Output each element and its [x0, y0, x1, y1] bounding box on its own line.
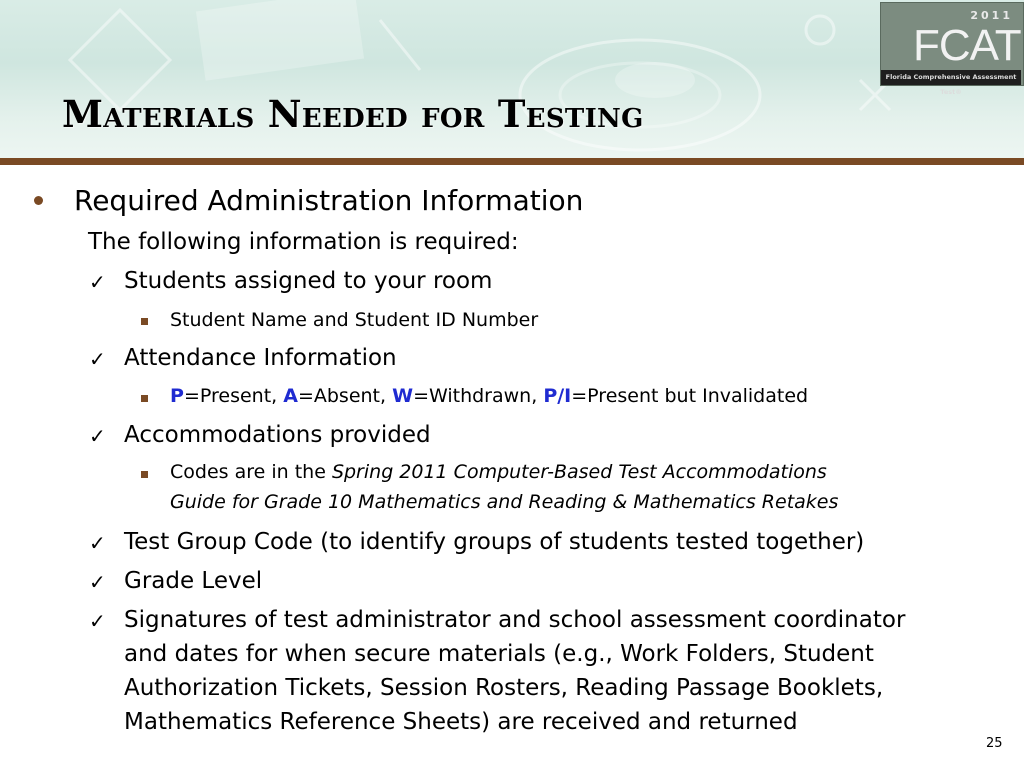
item-signatures-line4: Mathematics Reference Sheets) are received and returned — [124, 709, 798, 735]
logo-tagline: Florida Comprehensive Assessment Test® — [881, 70, 1021, 85]
codes-prefix: Codes are in the — [170, 461, 332, 483]
subitem-student-name-id: Student Name and Student ID Number — [170, 309, 539, 331]
code-withdrawn: W — [392, 385, 414, 407]
logo-brand: FCAT — [913, 21, 1021, 70]
logo-year: 2011 — [970, 9, 1013, 22]
header-divider — [0, 158, 1024, 165]
item-attendance: Attendance Information — [124, 345, 397, 371]
code-present-meaning: =Present, — [183, 385, 284, 407]
content-intro: The following information is required: — [88, 229, 519, 255]
page-number: 25 — [986, 736, 1003, 751]
code-present: P — [170, 385, 184, 407]
code-withdrawn-meaning: =Withdrawn, — [413, 385, 544, 407]
item-signatures-line1: Signatures of test administrator and school assessment coordinator — [124, 607, 906, 633]
item-signatures-line2: and dates for when secure materials (e.g., Work Folders, Student — [124, 641, 874, 667]
slide-header — [0, 0, 1024, 158]
code-present-invalidated: P/I — [543, 385, 572, 407]
item-grade-level: Grade Level — [124, 568, 263, 594]
item-students-assigned: Students assigned to your room — [124, 268, 493, 294]
checkmark-icon: ✓ — [89, 424, 106, 448]
code-present-invalidated-meaning: =Present but Invalidated — [571, 385, 809, 407]
guide-title-line1: Spring 2011 Computer-Based Test Accommodations — [331, 461, 827, 483]
square-bullet-icon — [141, 318, 148, 325]
code-absent-meaning: =Absent, — [297, 385, 393, 407]
checkmark-icon: ✓ — [89, 531, 106, 555]
item-accommodations: Accommodations provided — [124, 422, 431, 448]
item-signatures-line3: Authorization Tickets, Session Rosters, Reading Passage Booklets, — [124, 675, 884, 701]
slide-title: Materials Needed for Testing — [62, 92, 644, 136]
bullet-dot-icon — [34, 196, 43, 205]
guide-title-line2: Guide for Grade 10 Mathematics and Reading & Mathematics Retakes — [170, 491, 839, 513]
square-bullet-icon — [141, 471, 148, 478]
content-heading: Required Administration Information — [74, 184, 584, 217]
item-test-group-code: Test Group Code (to identify groups of students tested together) — [124, 529, 865, 555]
square-bullet-icon — [141, 395, 148, 402]
subitem-attendance-codes — [170, 385, 808, 407]
checkmark-icon: ✓ — [89, 609, 106, 633]
checkmark-icon: ✓ — [89, 570, 106, 594]
checkmark-icon: ✓ — [89, 270, 106, 294]
subitem-accommodation-codes — [170, 461, 827, 483]
code-absent: A — [283, 385, 298, 407]
fcat-logo — [880, 2, 1024, 96]
checkmark-icon: ✓ — [89, 347, 106, 371]
